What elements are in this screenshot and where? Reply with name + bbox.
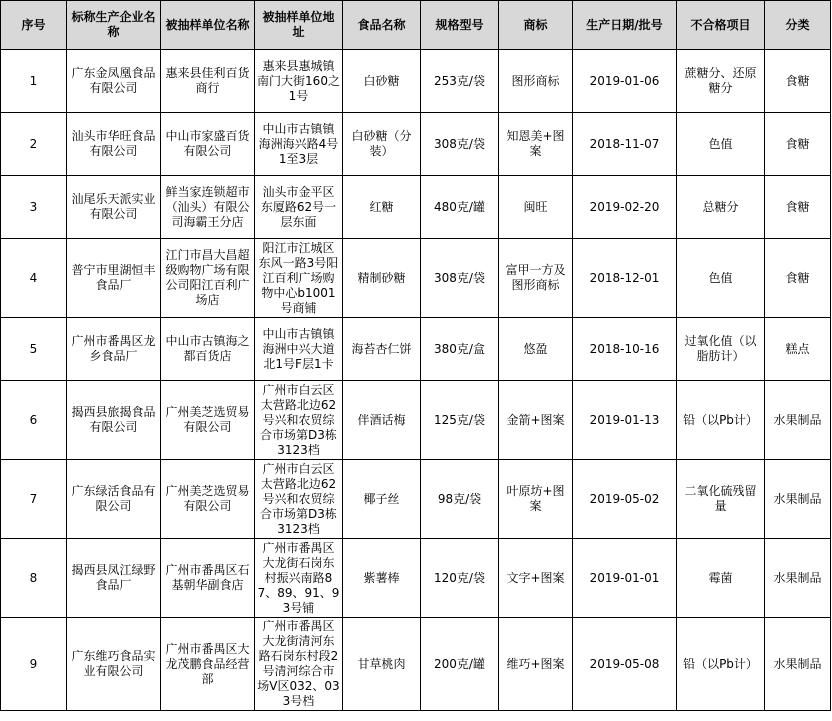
- cell-production-date: 2018-10-16: [573, 318, 677, 381]
- cell-trademark: 文字+图案: [499, 539, 573, 618]
- cell-serial-number: 2: [1, 113, 67, 176]
- cell-production-date: 2019-01-06: [573, 50, 677, 113]
- cell-food-name: 海苔杏仁饼: [343, 318, 421, 381]
- cell-manufacturer: 揭西县凤江绿野食品厂: [67, 539, 161, 618]
- cell-failed-item: 铅（以Pb计）: [677, 618, 765, 711]
- cell-manufacturer: 汕尾乐天派实业有限公司: [67, 176, 161, 239]
- header-production-date: 生产日期/批号: [573, 1, 677, 50]
- cell-failed-item: 色值: [677, 239, 765, 318]
- cell-serial-number: 3: [1, 176, 67, 239]
- cell-sampled-unit: 中山市古镇海之都百货店: [161, 318, 255, 381]
- header-failed-item: 不合格项目: [677, 1, 765, 50]
- table-row: [1, 539, 831, 618]
- cell-serial-number: 5: [1, 318, 67, 381]
- cell-category: 糕点: [765, 318, 831, 381]
- cell-specification: 308克/袋: [421, 113, 499, 176]
- cell-sampled-unit: 广州市番禺区大龙茂鹏食品经营部: [161, 618, 255, 711]
- cell-production-date: 2018-11-07: [573, 113, 677, 176]
- cell-failed-item: 色值: [677, 113, 765, 176]
- cell-manufacturer: 广州市番禺区龙乡食品厂: [67, 318, 161, 381]
- cell-address: 汕头市金平区东厦路62号一层东面: [255, 176, 343, 239]
- cell-serial-number: 4: [1, 239, 67, 318]
- cell-specification: 120克/袋: [421, 539, 499, 618]
- cell-category: 食糖: [765, 50, 831, 113]
- cell-specification: 480克/罐: [421, 176, 499, 239]
- cell-manufacturer: 汕头市华旺食品有限公司: [67, 113, 161, 176]
- header-sampled-unit-address: 被抽样单位地址: [255, 1, 343, 50]
- table-row: [1, 176, 831, 239]
- cell-food-name: 白砂糖: [343, 50, 421, 113]
- cell-specification: 253克/袋: [421, 50, 499, 113]
- cell-sampled-unit: 广州美芝选贸易有限公司: [161, 460, 255, 539]
- cell-category: 食糖: [765, 176, 831, 239]
- cell-serial-number: 1: [1, 50, 67, 113]
- cell-address: 广州市白云区太营路北边62号兴和农贸综合市场第D3栋3123档: [255, 381, 343, 460]
- cell-food-name: 椰子丝: [343, 460, 421, 539]
- cell-address: 阳江市江城区东风一路3号阳江百利广场购物中心b1001号商铺: [255, 239, 343, 318]
- cell-trademark: 知恩美+图案: [499, 113, 573, 176]
- cell-production-date: 2018-12-01: [573, 239, 677, 318]
- cell-sampled-unit: 江门市昌大昌超级购物广场有限公司阳江百利广场店: [161, 239, 255, 318]
- cell-category: 食糖: [765, 239, 831, 318]
- cell-address: 中山市古镇镇海洲海兴路4号1至3层: [255, 113, 343, 176]
- header-manufacturer: 标称生产企业名称: [67, 1, 161, 50]
- cell-serial-number: 6: [1, 381, 67, 460]
- cell-sampled-unit: 广州美芝选贸易有限公司: [161, 381, 255, 460]
- table-row: [1, 618, 831, 711]
- cell-food-name: 伴酒话梅: [343, 381, 421, 460]
- cell-production-date: 2019-01-01: [573, 539, 677, 618]
- cell-failed-item: 蔗糖分、还原糖分: [677, 50, 765, 113]
- table-row: [1, 318, 831, 381]
- cell-food-name: 白砂糖（分装）: [343, 113, 421, 176]
- cell-production-date: 2019-01-13: [573, 381, 677, 460]
- cell-manufacturer: 广东绿活食品有限公司: [67, 460, 161, 539]
- cell-specification: 125克/袋: [421, 381, 499, 460]
- cell-sampled-unit: 鲜当家连锁超市（汕头）有限公司海霸王分店: [161, 176, 255, 239]
- cell-trademark: 金箭+图案: [499, 381, 573, 460]
- header-category: 分类: [765, 1, 831, 50]
- header-sampled-unit: 被抽样单位名称: [161, 1, 255, 50]
- cell-failed-item: 过氧化值（以脂肪计）: [677, 318, 765, 381]
- cell-sampled-unit: 惠来县佳利百货商行: [161, 50, 255, 113]
- cell-production-date: 2019-05-02: [573, 460, 677, 539]
- cell-category: 水果制品: [765, 618, 831, 711]
- cell-food-name: 甘草桃肉: [343, 618, 421, 711]
- cell-trademark: 图形商标: [499, 50, 573, 113]
- cell-sampled-unit: 中山市家盛百货有限公司: [161, 113, 255, 176]
- cell-sampled-unit: 广州市番禺区石基朝华副食店: [161, 539, 255, 618]
- cell-production-date: 2019-02-20: [573, 176, 677, 239]
- cell-trademark: 富甲一方及图形商标: [499, 239, 573, 318]
- header-serial-number: 序号: [1, 1, 67, 50]
- cell-food-name: 精制砂糖: [343, 239, 421, 318]
- cell-specification: 308克/袋: [421, 239, 499, 318]
- table-row: [1, 381, 831, 460]
- cell-trademark: 叶原坊+图案: [499, 460, 573, 539]
- header-trademark: 商标: [499, 1, 573, 50]
- cell-serial-number: 9: [1, 618, 67, 711]
- cell-specification: 380克/盒: [421, 318, 499, 381]
- cell-category: 食糖: [765, 113, 831, 176]
- cell-production-date: 2019-05-08: [573, 618, 677, 711]
- table-row: [1, 460, 831, 539]
- cell-failed-item: 二氧化硫残留量: [677, 460, 765, 539]
- cell-trademark: 悠盈: [499, 318, 573, 381]
- cell-manufacturer: 揭西县旅揭食品有限公司: [67, 381, 161, 460]
- header-food-name: 食品名称: [343, 1, 421, 50]
- cell-serial-number: 7: [1, 460, 67, 539]
- cell-manufacturer: 广东维巧食品实业有限公司: [67, 618, 161, 711]
- cell-specification: 98克/袋: [421, 460, 499, 539]
- table-row: [1, 113, 831, 176]
- cell-address: 广州市番禺区大龙街清河东路石岗东村段2号清河综合市场V区032、033号档: [255, 618, 343, 711]
- cell-trademark: 闽旺: [499, 176, 573, 239]
- cell-failed-item: 总糖分: [677, 176, 765, 239]
- table-header-row: [1, 1, 831, 50]
- cell-address: 广州市白云区太营路北边62号兴和农贸综合市场第D3栋3123档: [255, 460, 343, 539]
- cell-failed-item: 铅（以Pb计）: [677, 381, 765, 460]
- cell-trademark: 维巧+图案: [499, 618, 573, 711]
- cell-category: 水果制品: [765, 539, 831, 618]
- cell-address: 中山市古镇镇海洲中兴大道北1号F层1卡: [255, 318, 343, 381]
- cell-category: 水果制品: [765, 381, 831, 460]
- cell-failed-item: 霉菌: [677, 539, 765, 618]
- cell-manufacturer: 普宁市里湖恒丰食品厂: [67, 239, 161, 318]
- cell-serial-number: 8: [1, 539, 67, 618]
- cell-specification: 200克/罐: [421, 618, 499, 711]
- header-specification: 规格型号: [421, 1, 499, 50]
- cell-address: 广州市番禺区大龙街石岗东村振兴南路87、89、91、93号铺: [255, 539, 343, 618]
- cell-manufacturer: 广东金凤凰食品有限公司: [67, 50, 161, 113]
- table-row: [1, 239, 831, 318]
- cell-category: 水果制品: [765, 460, 831, 539]
- table-row: [1, 50, 831, 113]
- cell-food-name: 紫薯棒: [343, 539, 421, 618]
- cell-food-name: 红糖: [343, 176, 421, 239]
- cell-address: 惠来县惠城镇南门大街160之1号: [255, 50, 343, 113]
